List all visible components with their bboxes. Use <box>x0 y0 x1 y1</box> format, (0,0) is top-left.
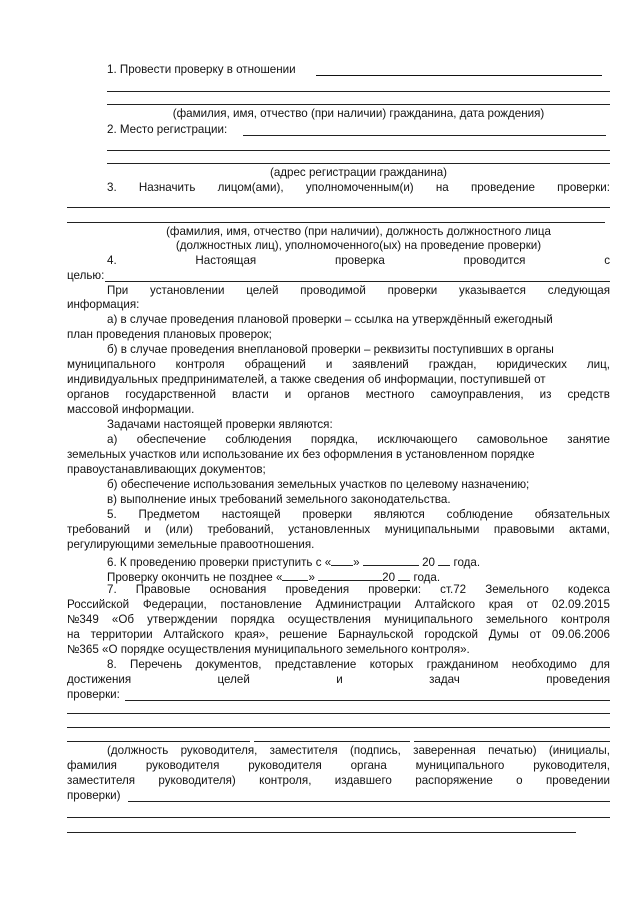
inspector-caption-2: (должностных лиц), уполномоченного(ых) на проведение проверки) <box>175 239 542 252</box>
address-caption: (адрес регистрации гражданина) <box>269 166 448 179</box>
goals-intro-line-1: При установлении целей проводимой проверки указывается следующая <box>107 284 610 297</box>
task-a-line-3: правоустанавливающих документов; <box>67 463 266 476</box>
section-2-label: 2. Место регистрации: <box>107 123 228 136</box>
documents-field[interactable] <box>125 700 610 701</box>
task-a-line-1: а) обеспечение соблюдения порядка, исключающего самовольное занятие <box>107 433 610 446</box>
acknowledgement-line-2[interactable] <box>67 817 610 818</box>
inspection-subject-line-3[interactable] <box>107 104 610 105</box>
purpose-label: целью: <box>67 269 105 282</box>
section-8-line-1: 8. Перечень документов, представление которых гражданином необходимо для <box>107 658 610 671</box>
section-7-line-2: Российской Федерации, постановление Администрации Алтайского края от 02.09.2015 <box>67 598 610 611</box>
section-5-line-2: требований и (или) требований, установленных муниципальными правовыми актами, <box>67 523 610 536</box>
section-7-line-5: №365 «О порядке осуществления муниципального земельного контроля». <box>67 643 470 656</box>
section-8-line-3: проверки: <box>67 688 120 701</box>
acknowledgement-field[interactable] <box>128 801 610 802</box>
end-day-field[interactable] <box>282 569 308 581</box>
goals-intro-line-2: информация: <box>67 298 140 311</box>
signature-caption-line-1: (должность руководителя, заместителя (подпись, заверенная печатью) (инициалы, <box>107 744 610 757</box>
citizen-name-caption: (фамилия, имя, отчество (при наличии) гражданина, дата рождения) <box>172 107 545 120</box>
signature-caption-line-3: заместителя руководителя) контроля, издавшего распоряжение о проведении <box>67 774 610 787</box>
section-7-line-1: 7. Правовые основания проведения проверки: ст.72 Земельного кодекса <box>107 583 610 596</box>
registration-address-line-3[interactable] <box>107 163 610 164</box>
goal-a-line-2: план проведения плановых проверок; <box>67 328 272 341</box>
section-5-line-1: 5. Предметом настоящей проверки являются соблюдение обязательных <box>107 508 610 521</box>
inspector-field-line-2[interactable] <box>67 222 605 223</box>
signature-caption-line-2: фамилия руководителя руководителя органа муниципального руководителя, <box>67 759 610 772</box>
registration-address-line-2[interactable] <box>107 150 610 151</box>
section-1-label: 1. Провести проверку в отношении <box>107 63 296 76</box>
acknowledgement-line-3[interactable] <box>67 832 576 833</box>
purpose-field[interactable] <box>105 281 610 282</box>
start-year-field[interactable] <box>438 554 450 566</box>
task-c: в) выполнение иных требований земельного законодательства. <box>107 493 451 506</box>
task-b: б) обеспечение использования земельных участков по целевому назначению; <box>107 478 530 491</box>
signatory-signature-field[interactable] <box>254 741 410 742</box>
inspection-subject-line-2[interactable] <box>107 91 610 92</box>
section-4-line: 4. Настоящая проверка проводится с <box>107 254 610 267</box>
documents-line-2[interactable] <box>67 713 610 714</box>
inspector-caption-1: (фамилия, имя, отчество (при наличии), должность должностного лица <box>166 225 551 238</box>
goal-a-line-1: а) в случае проведения плановой проверки – ссылка на утверждённый ежегодный <box>107 313 553 326</box>
documents-line-3[interactable] <box>67 727 610 728</box>
start-date-line: 6. К проведению проверки приступить с « » 20 года. <box>107 556 481 569</box>
signature-caption-line-4: проверки) <box>67 789 121 802</box>
goal-b-line-4: органов государственной власти и органов местного самоуправления, из средств <box>67 388 610 401</box>
end-month-field[interactable] <box>318 569 382 581</box>
goal-b-line-3: индивидуальных предпринимателей, а также сведения об информации, поступившей от <box>67 373 546 386</box>
start-day-field[interactable] <box>331 554 353 566</box>
inspection-subject-field[interactable] <box>316 75 602 76</box>
section-8-line-2: достижения целей и задач проведения <box>67 673 610 686</box>
end-year-field[interactable] <box>398 569 410 581</box>
end-date-line: Проверку окончить не позднее « » 20 года. <box>107 571 441 584</box>
goal-b-line-1: б) в случае проведения внеплановой проверки – реквизиты поступивших в органы <box>107 343 554 356</box>
inspector-field-line-1[interactable] <box>67 207 610 208</box>
signatory-name-field[interactable] <box>414 741 610 742</box>
tasks-title: Задачами настоящей проверки являются: <box>107 418 333 431</box>
registration-address-field[interactable] <box>243 135 606 136</box>
section-7-line-4: на территории Алтайского края», решение Барнаульской городской Думы от 09.06.2006 <box>67 628 610 641</box>
goal-b-line-2: муниципального контроля обращений и заявлений граждан, юридических лиц, <box>67 358 610 371</box>
section-5-line-3: регулирующими земельные правоотношения. <box>67 538 315 551</box>
section-7-line-3: №349 «Об утверждении порядка осуществления муниципального земельного контроля <box>67 613 610 626</box>
goal-b-line-5: массовой информации. <box>67 403 195 416</box>
signatory-position-field[interactable] <box>67 741 250 742</box>
section-3-line: 3. Назначить лицом(ами), уполномоченным(и) на проведение проверки: <box>107 181 610 194</box>
start-month-field[interactable] <box>363 554 419 566</box>
task-a-line-2: земельных участков или использование их без оформления в установленном порядке <box>67 448 535 461</box>
